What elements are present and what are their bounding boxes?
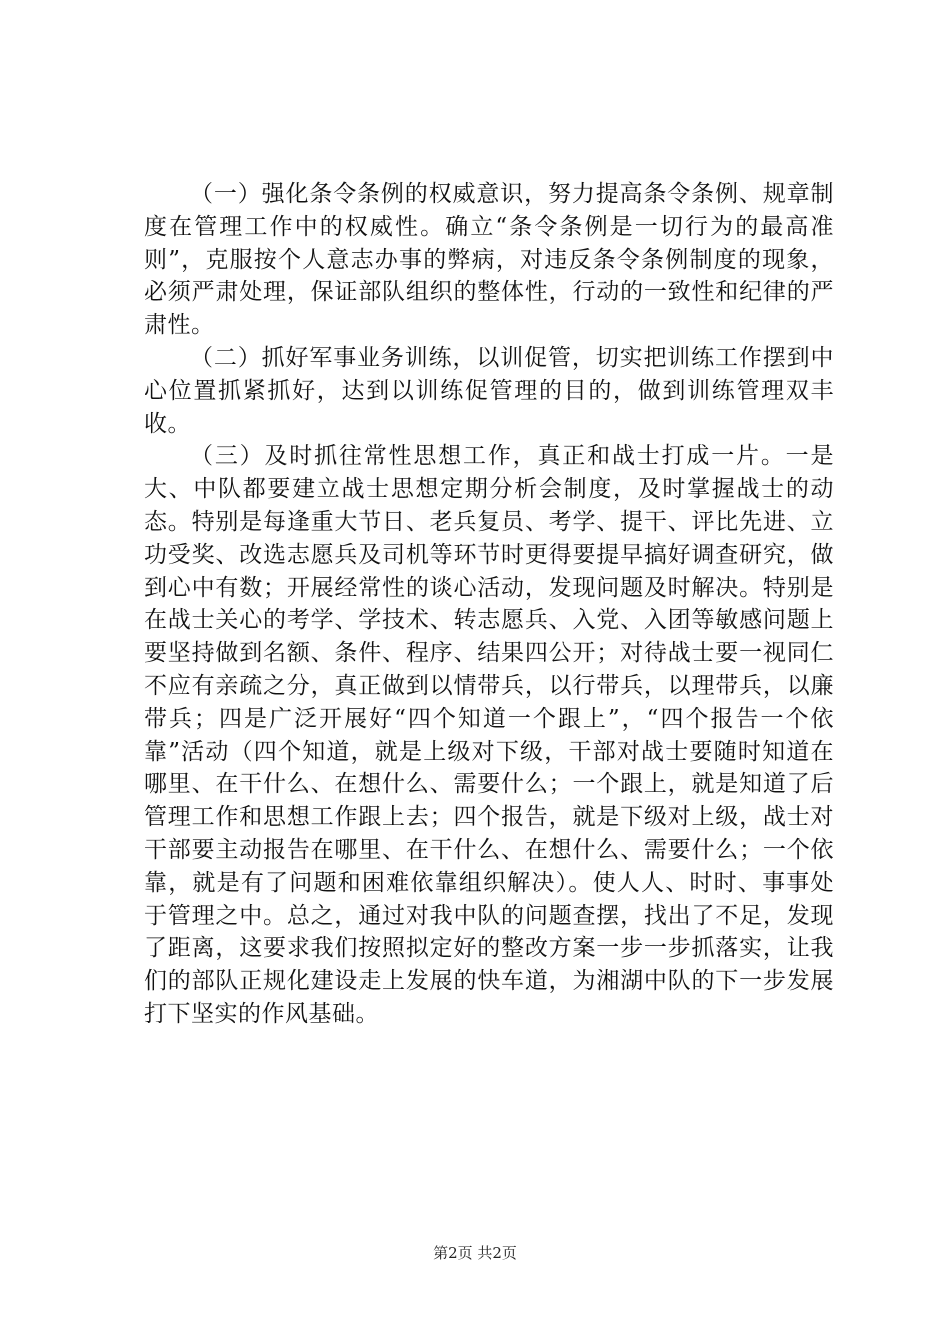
paragraph-1: （一）强化条令条例的权威意识，努力提高条令条例、规章制度在管理工作中的权威性。确立“条令条例是一切行为的最高准则”，克服按个人意志办事的弊病，对违反条令条例制度的现象，必须严肃处理，保证部队组织的整体性，行动的一致性和纪律的严肃性。 — [144, 181, 834, 339]
document-body — [144, 178, 834, 1031]
page-number-indicator: 第2页 共2页 — [433, 1244, 517, 1262]
paragraph-2: （二）抓好军事业务训练，以训促管，切实把训练工作摆到中心位置抓紧抓好，达到以训练促管理的目的，做到训练管理双丰收。 — [144, 344, 834, 437]
page-footer — [0, 1244, 950, 1262]
paragraph-3: （三）及时抓往常性思想工作，真正和战士打成一片。一是大、中队都要建立战士思想定期分析会制度，及时掌握战士的动态。特别是每逢重大节日、老兵复员、考学、提干、评比先进、立功受奖、改选志愿兵及司机等环节时更得要提早搞好调查研究，做到心中有数；开展经常性的谈心活动，发现问题及时解决。特别是在战士关心的考学、学技术、转志愿兵、入党、入团等敏感问题上要坚持做到名额、条件、程序、结果四公开；对待战士要一视同仁不应有亲疏之分，真正做到以情带兵，以行带兵，以理带兵，以廉带兵；四是广泛开展好“四个知道一个跟上”，“四个报告一个依靠”活动（四个知道，就是上级对下级，干部对战士要随时知道在哪里、在干什么、在想什么、需要什么；一个跟上，就是知道了后管理工作和思想工作跟上去；四个报告，就是下级对上级，战士对干部要主动报告在哪里、在干什么、在想什么、需要什么；一个依靠，就是有了问题和困难依靠组织解决）。使人人、时时、事事处于管理之中。总之，通过对我中队的问题查摆，找出了不足，发现了距离，这要求我们按照拟定好的整改方案一步一步抓落实，让我们的部队正规化建设走上发展的快车道，为湘湖中队的下一步发展打下坚实的作风基础。 — [144, 443, 834, 1027]
